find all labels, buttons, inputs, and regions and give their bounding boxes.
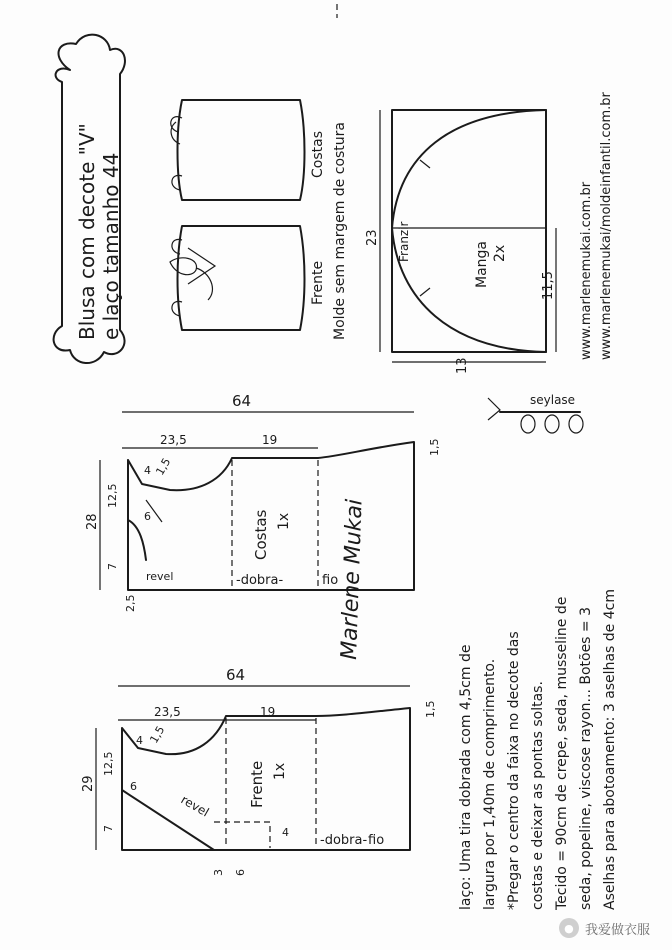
signature: Marlene Mukai bbox=[337, 498, 368, 661]
costas-left-12: 12,5 bbox=[106, 483, 119, 508]
watermark-text: 我爱做衣服 bbox=[584, 922, 650, 938]
blouse-back-sketch bbox=[171, 100, 326, 200]
costas-label: Costas bbox=[252, 509, 270, 560]
url-line-2: www.marlenemukai/moldeinfantil.com.br bbox=[599, 92, 614, 360]
note-line-3: *Pregar o centro da faixa no decote das bbox=[506, 631, 522, 910]
blouse-front-sketch bbox=[170, 226, 326, 330]
frente-bottom-6: 6 bbox=[234, 869, 247, 876]
frente-neck-4: 4 bbox=[136, 734, 143, 747]
frente-fio: fio bbox=[368, 833, 385, 848]
frente-neck-6: 6 bbox=[130, 780, 137, 793]
costas-neck-6: 6 bbox=[144, 510, 151, 523]
franzir-label: Franzir bbox=[397, 221, 411, 262]
manga-width-dim: 13 bbox=[455, 357, 470, 374]
costas-left-28: 28 bbox=[85, 513, 100, 530]
title-line-1: Blusa com decote "V" bbox=[75, 123, 99, 340]
manga-label: Manga bbox=[474, 241, 490, 288]
manga-height-dim: 23 bbox=[365, 229, 380, 246]
molde-note: Molde sem margem de costura bbox=[332, 122, 348, 340]
costas-top-19: 19 bbox=[262, 433, 278, 447]
note-line-7: Aselhas para abotoamento: 3 aselhas de 4cm bbox=[602, 589, 618, 910]
watermark bbox=[559, 918, 650, 938]
frente-revel: revel bbox=[178, 792, 212, 820]
wechat-icon: ● bbox=[559, 918, 579, 938]
frente-bottom-4: 4 bbox=[282, 826, 289, 839]
frente-left-7: 7 bbox=[102, 825, 115, 832]
note-line-1: laço: Uma tira dobrada com 4,5cm de bbox=[458, 644, 474, 910]
frente-dobra: -dobra- bbox=[320, 833, 368, 848]
frente-label: Frente bbox=[248, 760, 266, 808]
manga-curve bbox=[392, 110, 546, 228]
costas-pattern bbox=[85, 392, 441, 612]
frente-arm-15: 1,5 bbox=[147, 723, 168, 746]
frente-pattern bbox=[81, 666, 437, 876]
frente-bottom-3: 3 bbox=[212, 869, 225, 876]
costas-left-25: 2,5 bbox=[124, 594, 137, 612]
frente-left-12: 12,5 bbox=[102, 751, 115, 776]
title-line-2: e laço tamanho 44 bbox=[99, 152, 123, 340]
frente-sketch-label: Frente bbox=[310, 260, 326, 305]
frente-top-15: 1,5 bbox=[424, 700, 437, 718]
costas-arm-15: 1,5 bbox=[153, 455, 174, 478]
title-block bbox=[54, 35, 125, 363]
instructions-block bbox=[458, 589, 618, 911]
costas-revel: revel bbox=[146, 570, 174, 583]
costas-dobra: -dobra- bbox=[236, 573, 284, 588]
manga-half-dim: 11,5 bbox=[541, 271, 556, 300]
note-line-2: largura por 1,40m de comprimento. bbox=[482, 658, 498, 910]
costas-left-7: 7 bbox=[106, 563, 119, 570]
costas-length-dim: 64 bbox=[232, 392, 252, 410]
url-line-1: www.marlenemukai.com.br bbox=[579, 181, 594, 360]
frente-top-23: 23,5 bbox=[154, 705, 181, 719]
aselhas-sketch bbox=[488, 393, 583, 433]
seylase-label: seylase bbox=[530, 393, 576, 407]
note-line-5: Tecido = 90cm de crepe, seda, musseline de bbox=[554, 596, 570, 910]
costas-neck-4: 4 bbox=[144, 464, 151, 477]
costas-sketch-label: Costas bbox=[310, 131, 326, 178]
costas-qty: 1x bbox=[276, 512, 292, 530]
note-line-6: seda, popeline, viscose rayon... Botões = 3 bbox=[578, 606, 594, 910]
manga-qty: 2x bbox=[492, 244, 508, 262]
note-line-4: costas e deixar as pontas soltas. bbox=[530, 681, 546, 910]
costas-fio: fio bbox=[322, 573, 339, 588]
costas-top-15: 1,5 bbox=[428, 438, 441, 456]
frente-left-29: 29 bbox=[81, 775, 96, 792]
frente-qty: 1x bbox=[272, 762, 288, 780]
frente-top-19: 19 bbox=[260, 705, 276, 719]
manga-pattern bbox=[365, 110, 556, 374]
frente-length-dim: 64 bbox=[226, 666, 246, 684]
costas-top-23: 23,5 bbox=[160, 433, 187, 447]
